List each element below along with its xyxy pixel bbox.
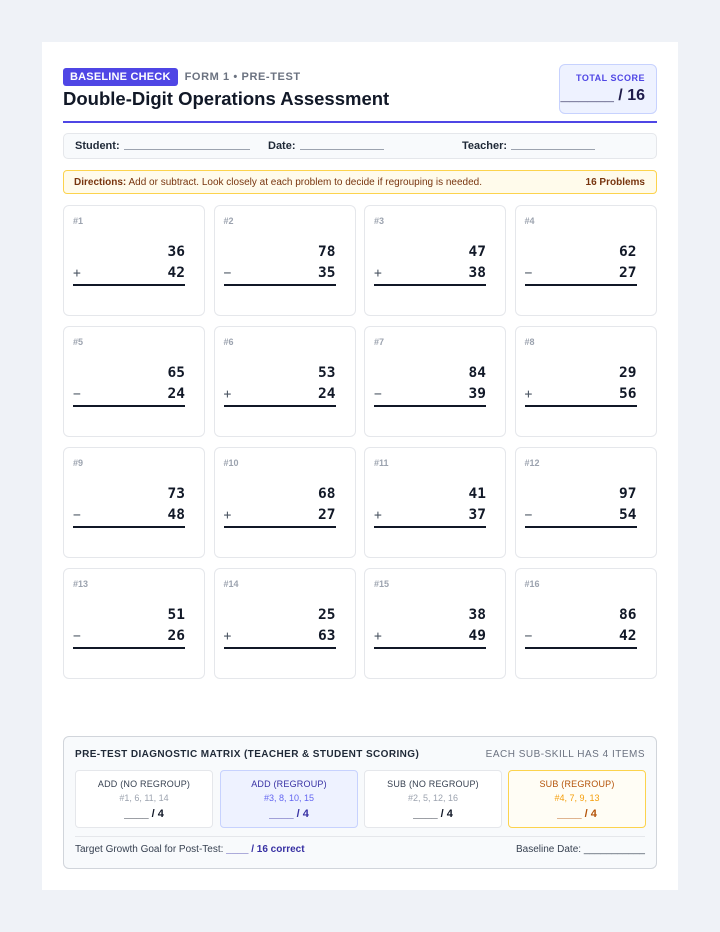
problem-card[interactable]	[214, 447, 356, 558]
problem-number: #1	[73, 216, 84, 226]
answer-line	[73, 526, 185, 528]
total-score-label: TOTAL SCORE	[575, 73, 645, 83]
problem-card[interactable]	[515, 447, 657, 558]
growth-goal-label: Target Growth Goal for Post-Test:	[75, 844, 227, 855]
problem-card[interactable]	[63, 205, 205, 316]
category-score[interactable]: ____ / 4	[269, 808, 309, 820]
growth-goal-value[interactable]: ____ / 16 correct	[226, 844, 305, 855]
problem-number: #16	[524, 579, 540, 589]
date-field[interactable]	[268, 140, 384, 152]
teacher-label: Teacher:	[462, 140, 508, 152]
baseline-badge: BASELINE CHECK	[63, 68, 178, 86]
problem-card[interactable]	[214, 205, 356, 316]
problem-card[interactable]	[515, 568, 657, 679]
directions-label: Directions:	[74, 177, 127, 188]
header	[63, 66, 657, 122]
problem-number: #2	[223, 216, 234, 226]
operator-sign: −	[524, 266, 533, 281]
bottom-operand: 49	[468, 628, 486, 644]
worksheet-page	[42, 42, 678, 890]
problem-number: #14	[223, 579, 239, 589]
operator-sign: −	[73, 508, 81, 523]
badge-row	[63, 68, 301, 86]
operator-sign: +	[374, 508, 382, 523]
problem-number: #9	[73, 458, 84, 468]
page-title: Double-Digit Operations Assessment	[63, 88, 390, 109]
operator-sign: −	[524, 629, 533, 644]
date-line[interactable]	[300, 149, 384, 150]
problem-card[interactable]	[63, 568, 205, 679]
top-operand: 97	[619, 486, 637, 502]
teacher-line[interactable]	[511, 149, 595, 150]
category-name: ADD (REGROUP)	[251, 779, 327, 789]
answer-line	[525, 526, 637, 528]
category-items: #3, 8, 10, 15	[263, 793, 315, 803]
category-name: SUB (NO REGROUP)	[387, 779, 479, 789]
bottom-operand: 54	[619, 507, 637, 523]
bottom-operand: 37	[468, 507, 486, 523]
category-items: #1, 6, 11, 14	[119, 793, 169, 803]
answer-line	[73, 284, 185, 286]
bottom-operand: 42	[167, 265, 185, 281]
problem-card[interactable]	[63, 326, 205, 437]
problem-number: #7	[374, 337, 385, 347]
problem-card[interactable]	[364, 205, 506, 316]
total-score-box	[559, 64, 657, 114]
problem-number: #11	[374, 458, 389, 468]
form-label: FORM 1 • PRE-TEST	[184, 71, 301, 83]
top-operand: 68	[318, 486, 336, 502]
student-field[interactable]	[75, 140, 250, 152]
answer-line	[224, 405, 336, 407]
bottom-operand: 35	[318, 265, 336, 281]
bottom-operand: 27	[318, 507, 336, 523]
top-operand: 38	[468, 607, 486, 623]
problem-number: #13	[73, 579, 89, 589]
baseline-date[interactable]: Baseline Date: ___________	[516, 844, 645, 855]
student-label: Student:	[75, 140, 120, 152]
problem-number: #4	[524, 216, 535, 226]
category-items: #2, 5, 12, 16	[407, 793, 459, 803]
problem-card[interactable]	[214, 326, 356, 437]
problem-number: #5	[73, 337, 84, 347]
operator-sign: +	[223, 387, 232, 402]
bottom-operand: 48	[167, 507, 185, 523]
bottom-operand: 24	[167, 386, 185, 402]
answer-line	[73, 405, 185, 407]
answer-line	[374, 405, 486, 407]
problem-card[interactable]	[515, 326, 657, 437]
top-operand: 41	[468, 486, 486, 502]
operator-sign: −	[73, 629, 81, 644]
problem-card[interactable]	[364, 447, 506, 558]
operator-sign: +	[374, 629, 382, 644]
answer-line	[374, 284, 486, 286]
answer-line	[525, 405, 637, 407]
top-operand: 65	[167, 365, 185, 381]
top-operand: 29	[619, 365, 637, 381]
problem-count: 16 Problems	[585, 177, 645, 188]
top-operand: 62	[619, 244, 637, 260]
category-sub-no-regroup	[364, 770, 502, 828]
diagnostic-matrix	[63, 736, 657, 869]
answer-line	[525, 284, 637, 286]
problem-number: #12	[524, 458, 540, 468]
answer-line	[224, 647, 336, 649]
problem-number: #10	[223, 458, 239, 468]
problem-number: #3	[374, 216, 385, 226]
directions-banner	[63, 170, 657, 194]
top-operand: 78	[318, 244, 336, 260]
directions-text	[74, 177, 482, 188]
total-score-value: ______ / 16	[560, 87, 645, 104]
top-operand: 86	[619, 607, 637, 623]
matrix-title: PRE-TEST DIAGNOSTIC MATRIX (TEACHER & STUDENT SCORING)	[75, 749, 420, 760]
problem-card[interactable]	[214, 568, 356, 679]
problem-card[interactable]	[63, 447, 205, 558]
bottom-operand: 56	[619, 386, 637, 402]
matrix-divider	[75, 836, 645, 837]
top-operand: 53	[318, 365, 336, 381]
operator-sign: −	[223, 266, 232, 281]
student-info-bar	[63, 133, 657, 159]
problem-number: #6	[223, 337, 234, 347]
directions-body: Add or subtract. Look closely at each problem to decide if regrouping is needed.	[126, 177, 483, 188]
operator-sign: +	[73, 266, 81, 281]
operator-sign: +	[223, 629, 232, 644]
category-add-regroup	[220, 770, 358, 828]
category-items: #4, 7, 9, 13	[554, 793, 600, 803]
student-line[interactable]	[124, 149, 250, 150]
bottom-operand: 63	[318, 628, 336, 644]
operator-sign: −	[524, 508, 533, 523]
answer-line	[224, 284, 336, 286]
category-score[interactable]: ____ / 4	[124, 808, 164, 820]
bottom-operand: 38	[468, 265, 486, 281]
category-add-no-regroup	[75, 770, 213, 828]
operator-sign: −	[374, 387, 382, 402]
teacher-field[interactable]	[462, 140, 595, 152]
bottom-operand: 27	[619, 265, 637, 281]
top-operand: 84	[468, 365, 486, 381]
top-operand: 36	[167, 244, 185, 260]
top-operand: 47	[468, 244, 486, 260]
category-score[interactable]: ____ / 4	[413, 808, 453, 820]
bottom-operand: 39	[468, 386, 486, 402]
category-sub-regroup	[508, 770, 646, 828]
date-label: Date:	[268, 140, 296, 152]
bottom-operand: 42	[619, 628, 637, 644]
answer-line	[73, 647, 185, 649]
category-name: SUB (REGROUP)	[539, 779, 615, 789]
operator-sign: −	[73, 387, 81, 402]
top-operand: 25	[318, 607, 336, 623]
bottom-operand: 26	[167, 628, 185, 644]
problem-card[interactable]	[364, 568, 506, 679]
answer-line	[525, 647, 637, 649]
problem-number: #8	[524, 337, 535, 347]
answer-line	[374, 647, 486, 649]
header-rule	[63, 121, 657, 123]
answer-line	[224, 526, 336, 528]
bottom-operand: 24	[318, 386, 336, 402]
problem-card[interactable]	[515, 205, 657, 316]
category-name: ADD (NO REGROUP)	[97, 779, 191, 789]
top-operand: 51	[167, 607, 185, 623]
answer-line	[374, 526, 486, 528]
matrix-note: EACH SUB-SKILL HAS 4 ITEMS	[485, 749, 645, 760]
category-score[interactable]: ____ / 4	[557, 808, 597, 820]
problem-card[interactable]	[364, 326, 506, 437]
operator-sign: +	[223, 508, 232, 523]
operator-sign: +	[524, 387, 533, 402]
growth-goal	[75, 844, 305, 855]
top-operand: 73	[167, 486, 185, 502]
problem-number: #15	[374, 579, 390, 589]
operator-sign: +	[374, 266, 382, 281]
